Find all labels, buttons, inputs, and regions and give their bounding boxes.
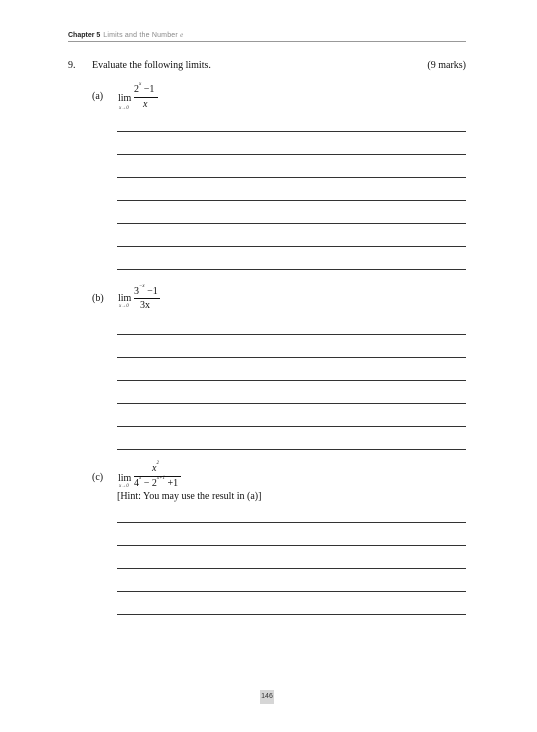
answer-line[interactable] <box>117 449 466 450</box>
answer-line[interactable] <box>117 154 466 155</box>
answer-line[interactable] <box>117 223 466 224</box>
answer-line[interactable] <box>117 357 466 358</box>
denominator: x <box>143 99 148 110</box>
numerator <box>134 84 154 95</box>
denominator-term: − 2 <box>141 478 157 489</box>
numerator-exponent: x <box>139 82 142 87</box>
lim-operator: lim <box>118 293 132 304</box>
chapter-title-symbol: e <box>180 31 184 39</box>
answer-line[interactable] <box>117 545 466 546</box>
denominator <box>140 300 150 311</box>
denominator-term-exponent: x+1 <box>156 476 165 481</box>
answer-line[interactable] <box>117 614 466 615</box>
lim-operator: lim <box>118 93 132 104</box>
question-marks: (9 marks) <box>427 60 466 71</box>
denominator-text: 3x <box>140 300 150 311</box>
answer-line[interactable] <box>117 522 466 523</box>
numerator-base: x <box>152 463 157 474</box>
answer-line[interactable] <box>117 177 466 178</box>
answer-line[interactable] <box>117 269 466 270</box>
question-text: Evaluate the following limits. <box>92 60 211 71</box>
denominator-term-base: 4 <box>134 478 139 489</box>
chapter-title-text: Limits and the Number <box>103 32 178 39</box>
answer-line[interactable] <box>117 200 466 201</box>
numerator-exponent: 2 <box>156 461 159 466</box>
lim-operator: lim <box>118 473 132 484</box>
part-a-label: (a) <box>92 91 104 102</box>
numerator-base: 3 <box>134 286 139 297</box>
denominator-term-exponent: x <box>139 476 142 481</box>
lim-subscript: x→0 <box>119 484 129 489</box>
answer-line[interactable] <box>117 246 466 247</box>
fraction-bar <box>134 97 158 98</box>
numerator-rest: −1 <box>141 84 155 95</box>
header-divider <box>68 41 466 42</box>
answer-line[interactable] <box>117 591 466 592</box>
lim-subscript: x→0 <box>119 304 129 309</box>
numerator-base: 2 <box>134 84 139 95</box>
lim-subscript: x→0 <box>119 106 129 111</box>
part-c-hint: [Hint: You may use the result in (a)] <box>117 491 262 502</box>
chapter-title <box>103 32 183 39</box>
answer-line[interactable] <box>117 426 466 427</box>
numerator <box>152 463 159 474</box>
question-number: 9. <box>68 60 76 71</box>
denominator <box>134 478 178 489</box>
answer-line[interactable] <box>117 131 466 132</box>
answer-line[interactable] <box>117 403 466 404</box>
fraction-bar <box>134 298 160 299</box>
chapter-number: Chapter 5 <box>68 32 101 39</box>
part-b-label: (b) <box>92 293 104 304</box>
denominator-term: +1 <box>164 478 179 489</box>
numerator-rest: −1 <box>144 286 158 297</box>
answer-line[interactable] <box>117 334 466 335</box>
answer-line[interactable] <box>117 568 466 569</box>
part-c-label: (c) <box>92 472 104 483</box>
page-number: 146 <box>260 690 274 704</box>
numerator <box>134 286 158 297</box>
answer-line[interactable] <box>117 380 466 381</box>
numerator-exponent: −x <box>139 284 145 289</box>
